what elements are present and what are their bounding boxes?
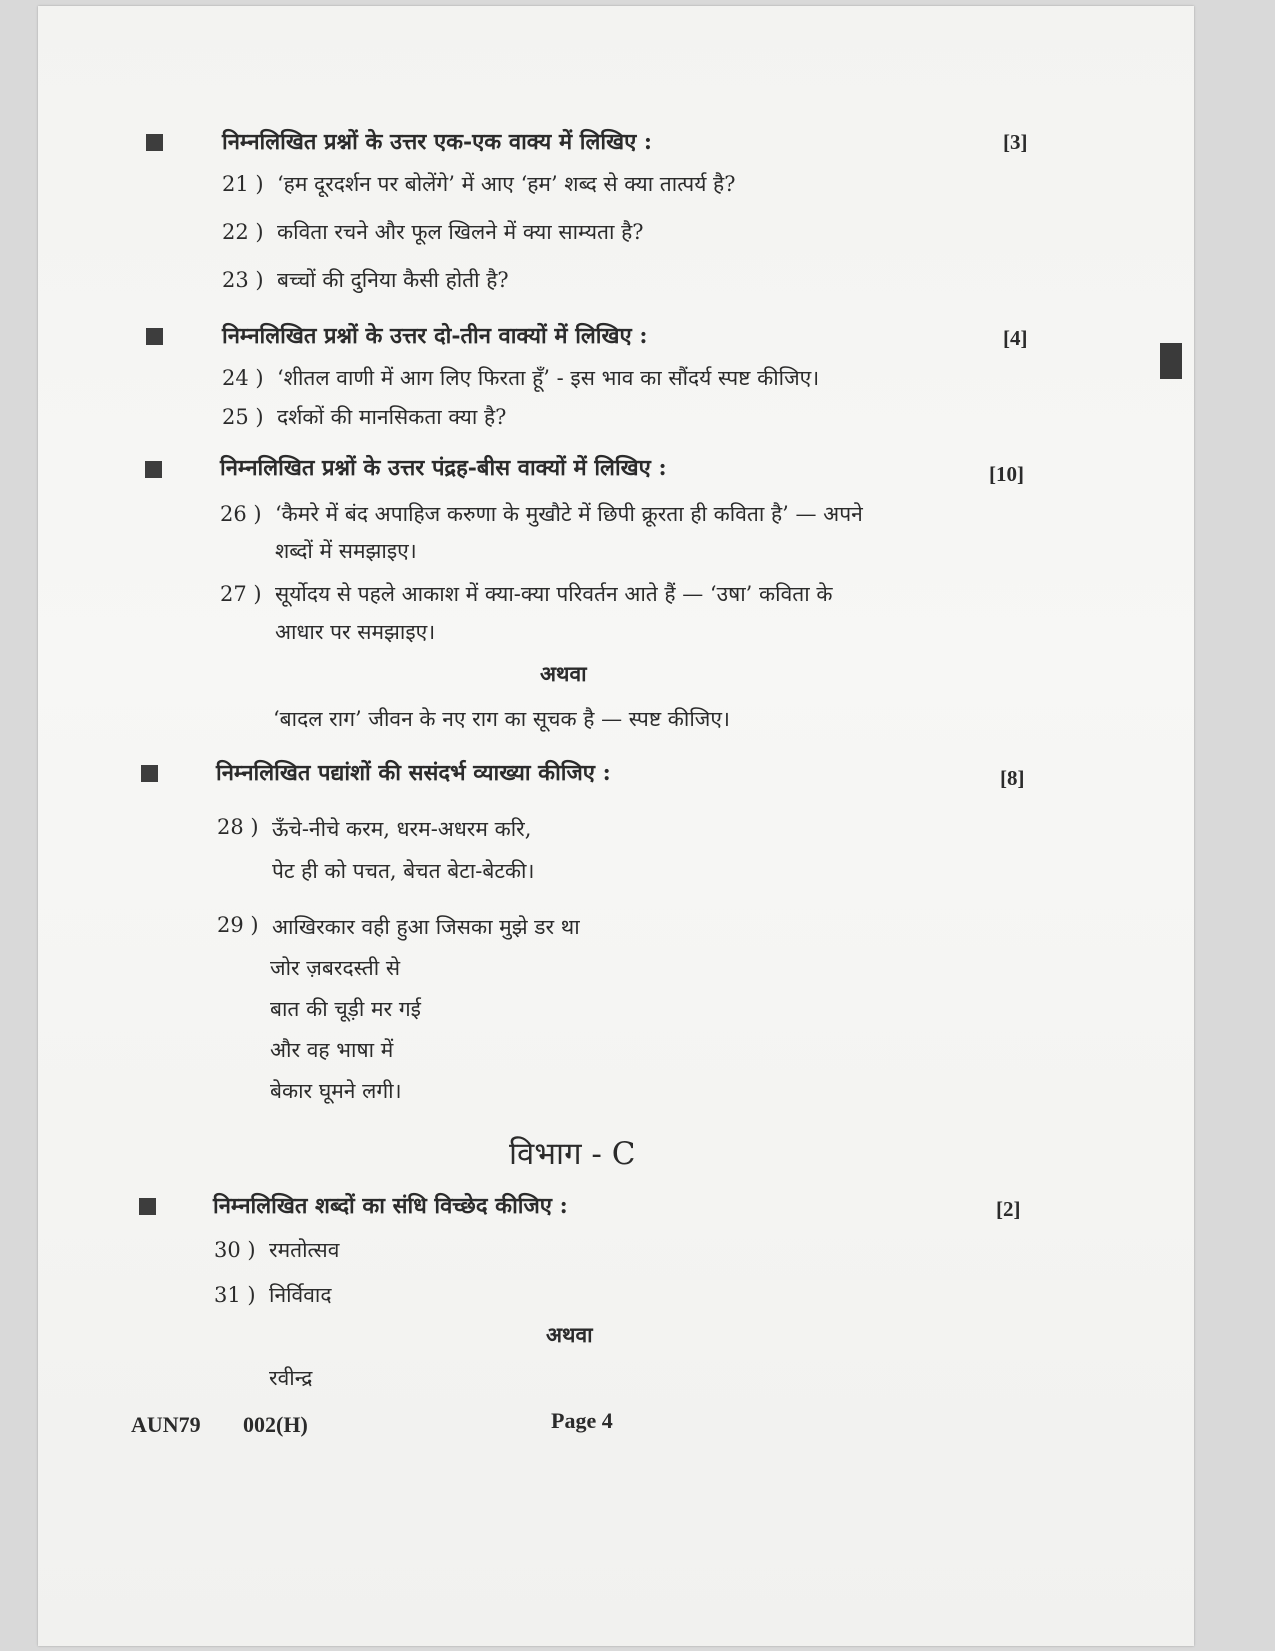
question-text: बच्चों की दुनिया कैसी होती है? <box>277 268 509 292</box>
poem-line: आखिरकार वही हुआ जिसका मुझे डर था <box>272 915 580 939</box>
instruction-2: निम्नलिखित प्रश्नों के उत्तर दो-तीन वाक्यों में लिखिए : <box>222 323 648 349</box>
question-number: 26 ) <box>220 502 262 526</box>
question-24 <box>222 364 819 392</box>
question-22 <box>222 218 644 246</box>
question-text: दर्शकों की मानसिकता क्या है? <box>277 405 507 429</box>
question-28-number: 28 ) <box>217 815 259 839</box>
question-27-continued: आधार पर समझाइए। <box>275 620 436 644</box>
or-label: अथवा <box>540 661 587 686</box>
question-31 <box>214 1281 331 1309</box>
or-label: अथवा <box>546 1322 593 1347</box>
poem-line: बात की चूड़ी मर गई <box>270 997 421 1021</box>
question-number: 21 ) <box>222 172 264 196</box>
question-text: सूर्योदय से पहले आकाश में क्या-क्या परिवर्तन आते हैं — ‘उषा’ कविता के <box>275 582 833 606</box>
question-26-continued: शब्दों में समझाइए। <box>275 539 417 563</box>
instruction-1: निम्नलिखित प्रश्नों के उत्तर एक-एक वाक्य में लिखिए : <box>222 129 653 155</box>
scan-margin-mark <box>1160 343 1182 379</box>
page-number: Page 4 <box>551 1408 613 1433</box>
bullet-icon <box>146 134 163 151</box>
poem-line: ऊँचे-नीचे करम, धरम-अधरम करि, <box>272 817 532 841</box>
bullet-icon <box>141 765 158 782</box>
footer-code: AUN79 <box>131 1412 201 1437</box>
question-27 <box>220 580 833 608</box>
question-30 <box>214 1236 339 1264</box>
question-29-number: 29 ) <box>217 913 259 937</box>
question-number: 30 ) <box>214 1238 256 1262</box>
marks-3: [10] <box>989 462 1024 486</box>
footer-paper: 002(H) <box>243 1412 308 1437</box>
poem-line: और वह भाषा में <box>270 1038 394 1062</box>
question-text: ‘कैमरे में बंद अपाहिज करुणा के मुखौटे में छिपी क्रूरता ही कविता है’ — अपने <box>275 502 863 526</box>
instruction-3: निम्नलिखित प्रश्नों के उत्तर पंद्रह-बीस वाक्यों में लिखिए : <box>220 455 667 481</box>
question-21 <box>222 170 735 198</box>
exam-page <box>38 6 1194 1646</box>
question-number: 27 ) <box>220 582 262 606</box>
poem-line: पेट ही को पचत, बेचत बेटा-बेटकी। <box>272 859 535 883</box>
poem-line: जोर ज़बरदस्ती से <box>270 956 401 980</box>
marks-2: [4] <box>1003 326 1028 350</box>
section-title: विभाग - C <box>509 1136 636 1172</box>
question-number: 22 ) <box>222 220 264 244</box>
bullet-icon <box>145 461 162 478</box>
bullet-icon <box>139 1198 156 1215</box>
question-25 <box>222 403 506 431</box>
marks-4: [8] <box>1000 766 1025 790</box>
question-number: 31 ) <box>214 1283 256 1307</box>
instruction-4: निम्नलिखित पद्यांशों की ससंदर्भ व्याख्या कीजिए : <box>216 760 611 786</box>
question-text: ‘हम दूरदर्शन पर बोलेंगे’ में आए ‘हम’ शब्द से क्या तात्पर्य है? <box>277 172 736 196</box>
instruction-5: निम्नलिखित शब्दों का संधि विच्छेद कीजिए : <box>213 1193 568 1219</box>
question-number: 23 ) <box>222 268 264 292</box>
question-text: निर्विवाद <box>269 1283 332 1307</box>
question-text: ‘शीतल वाणी में आग लिए फिरता हूँ’ - इस भाव का सौंदर्य स्पष्ट कीजिए। <box>277 366 820 390</box>
question-26 <box>220 500 863 528</box>
question-23 <box>222 266 509 294</box>
or-question: ‘बादल राग’ जीवन के नए राग का सूचक है — स्पष्ट कीजिए। <box>273 707 730 731</box>
marks-1: [3] <box>1003 130 1028 154</box>
question-text: रमतोत्सव <box>269 1238 340 1262</box>
or-question: रवीन्द्र <box>269 1366 313 1390</box>
question-number: 25 ) <box>222 405 264 429</box>
question-text: कविता रचने और फूल खिलने में क्या साम्यता है? <box>277 220 644 244</box>
question-number: 24 ) <box>222 366 264 390</box>
bullet-icon <box>146 328 163 345</box>
marks-5: [2] <box>996 1197 1021 1221</box>
poem-line: बेकार घूमने लगी। <box>270 1079 402 1103</box>
